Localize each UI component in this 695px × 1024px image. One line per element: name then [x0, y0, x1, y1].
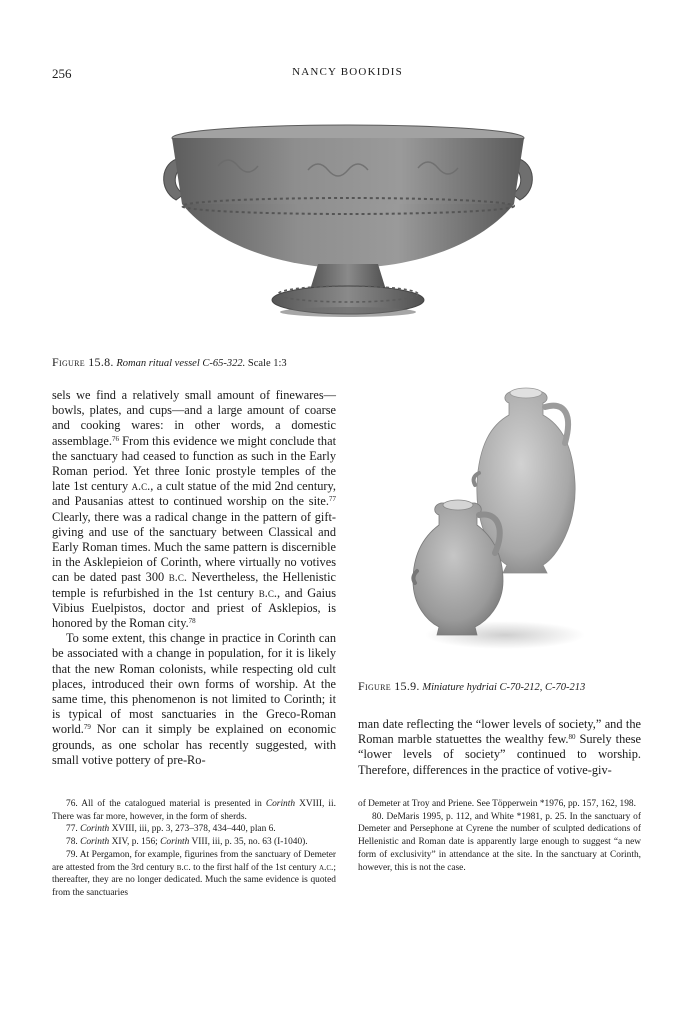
figure-title: Roman ritual vessel C-65-322.: [116, 358, 246, 369]
footnote-79: 79. At Pergamon, for example, figurines from the sanctuary of Demeter are attested from the 3rd century b.c. to the first half of the 1st century a.c.; thereafter, they are no longer dedicated. Much the same evidence is quoted from the sanctuaries: [52, 849, 336, 898]
footnotes-left: [52, 798, 336, 900]
footnote-ref: 77: [329, 495, 336, 504]
footnote-78: 78. Corinth XIV, p. 156; Corinth VIII, iii, p. 35, no. 63 (I-1040).: [66, 837, 308, 848]
hydriai-photo-icon: [395, 385, 585, 650]
footnote-76: 76. All of the catalogued material is presented in Corinth XVIII, ii. There was far more, however, in the form of sherds.: [52, 799, 336, 822]
page-number: 256: [52, 66, 72, 81]
footnote-77: 77. Corinth XVIII, iii, pp. 3, 273–378, 434–440, plan 6.: [66, 824, 276, 835]
paragraph: sels we find a relatively small amount of finewares—bowls, plates, and cups—and a large amount of coarse and cooking wares: in other words, a domestic assemblage.$^{76}$ From this evidence we might conclude that the sanctuary had ceased to function as such in the Early Roman period. Yet three Ionic prostyle temples of the late 1st century a.c., a cult statue of the mid 2nd century, and Pausanias attest to continued worship on the site.$^{77}$ Clearly, there was a radical change in the pattern of gift-giving and use of the sanctuary between Classical and Early Roman times. Much the same pattern is discernible in the Asklepieion of Corinth, where virtually no votives can be dated past 300 b.c. Nevertheless, the Hellenistic temple is refurbished in the 1st century b.c., and Gaius Vibius Euelpistos, doctor and priest of Asklepios, is honored by the Roman city.$^{78}$: [52, 388, 336, 631]
figure-title: Miniature hydriai C-70-212, C-70-213: [422, 682, 586, 693]
footnote-80: 80. DeMaris 1995, p. 112, and White *1981, p. 25. In the sanctuary of Demeter and Persephone at Cyrene the number of sculpted dedications of Hellenistic and Roman date is apparently large enough to suggest “a new form of exclusivity” in attendance at the site. In the sanctuary at Corinth, however, this is not the case.: [358, 811, 641, 873]
footnotes-right: [358, 798, 641, 874]
body-text-right-column: [358, 717, 641, 778]
figure-label: Figure 15.8.: [52, 355, 114, 369]
paragraph: To some extent, this change in practice in Corinth can be associated with a change in population, for it is likely that the new Roman colonists, while respecting old cult places, introduced their own forms of worship. At the same time, this phenomenon is not limited to Corinth; it is typical of most sanctuaries in the Greco-Roman world.$^{79}$ Nor can it simply be explained on economic grounds, as one scholar has recently suggested, with small votive pottery of pre-Ro-: [52, 631, 336, 767]
footnote-ref: 76: [111, 434, 119, 443]
figure-scale: Scale 1:3: [247, 358, 287, 369]
footnote-ref: 78: [188, 617, 196, 626]
body-text-left-column: [52, 388, 336, 768]
vessel-photo-icon: [158, 118, 540, 328]
running-head: NANCY BOOKIDIS: [292, 66, 403, 78]
figure-label: Figure 15.9.: [358, 679, 420, 693]
footnote-79-continued: of Demeter at Troy and Priene. See Töpperwein *1976, pp. 157, 162, 198.: [358, 799, 636, 809]
paragraph: man date reflecting the “lower levels of society,” and the Roman marble statuettes the wealthy few.$^{80}$ Surely these “lower levels of society” continued to worship. Therefore, differences in the practice of votive-giv-: [358, 717, 642, 777]
figure-caption-15-8: [52, 355, 287, 370]
footnote-ref: 80: [568, 733, 576, 742]
figure-caption-15-9: [358, 679, 585, 694]
footnote-ref: 79: [83, 723, 91, 732]
